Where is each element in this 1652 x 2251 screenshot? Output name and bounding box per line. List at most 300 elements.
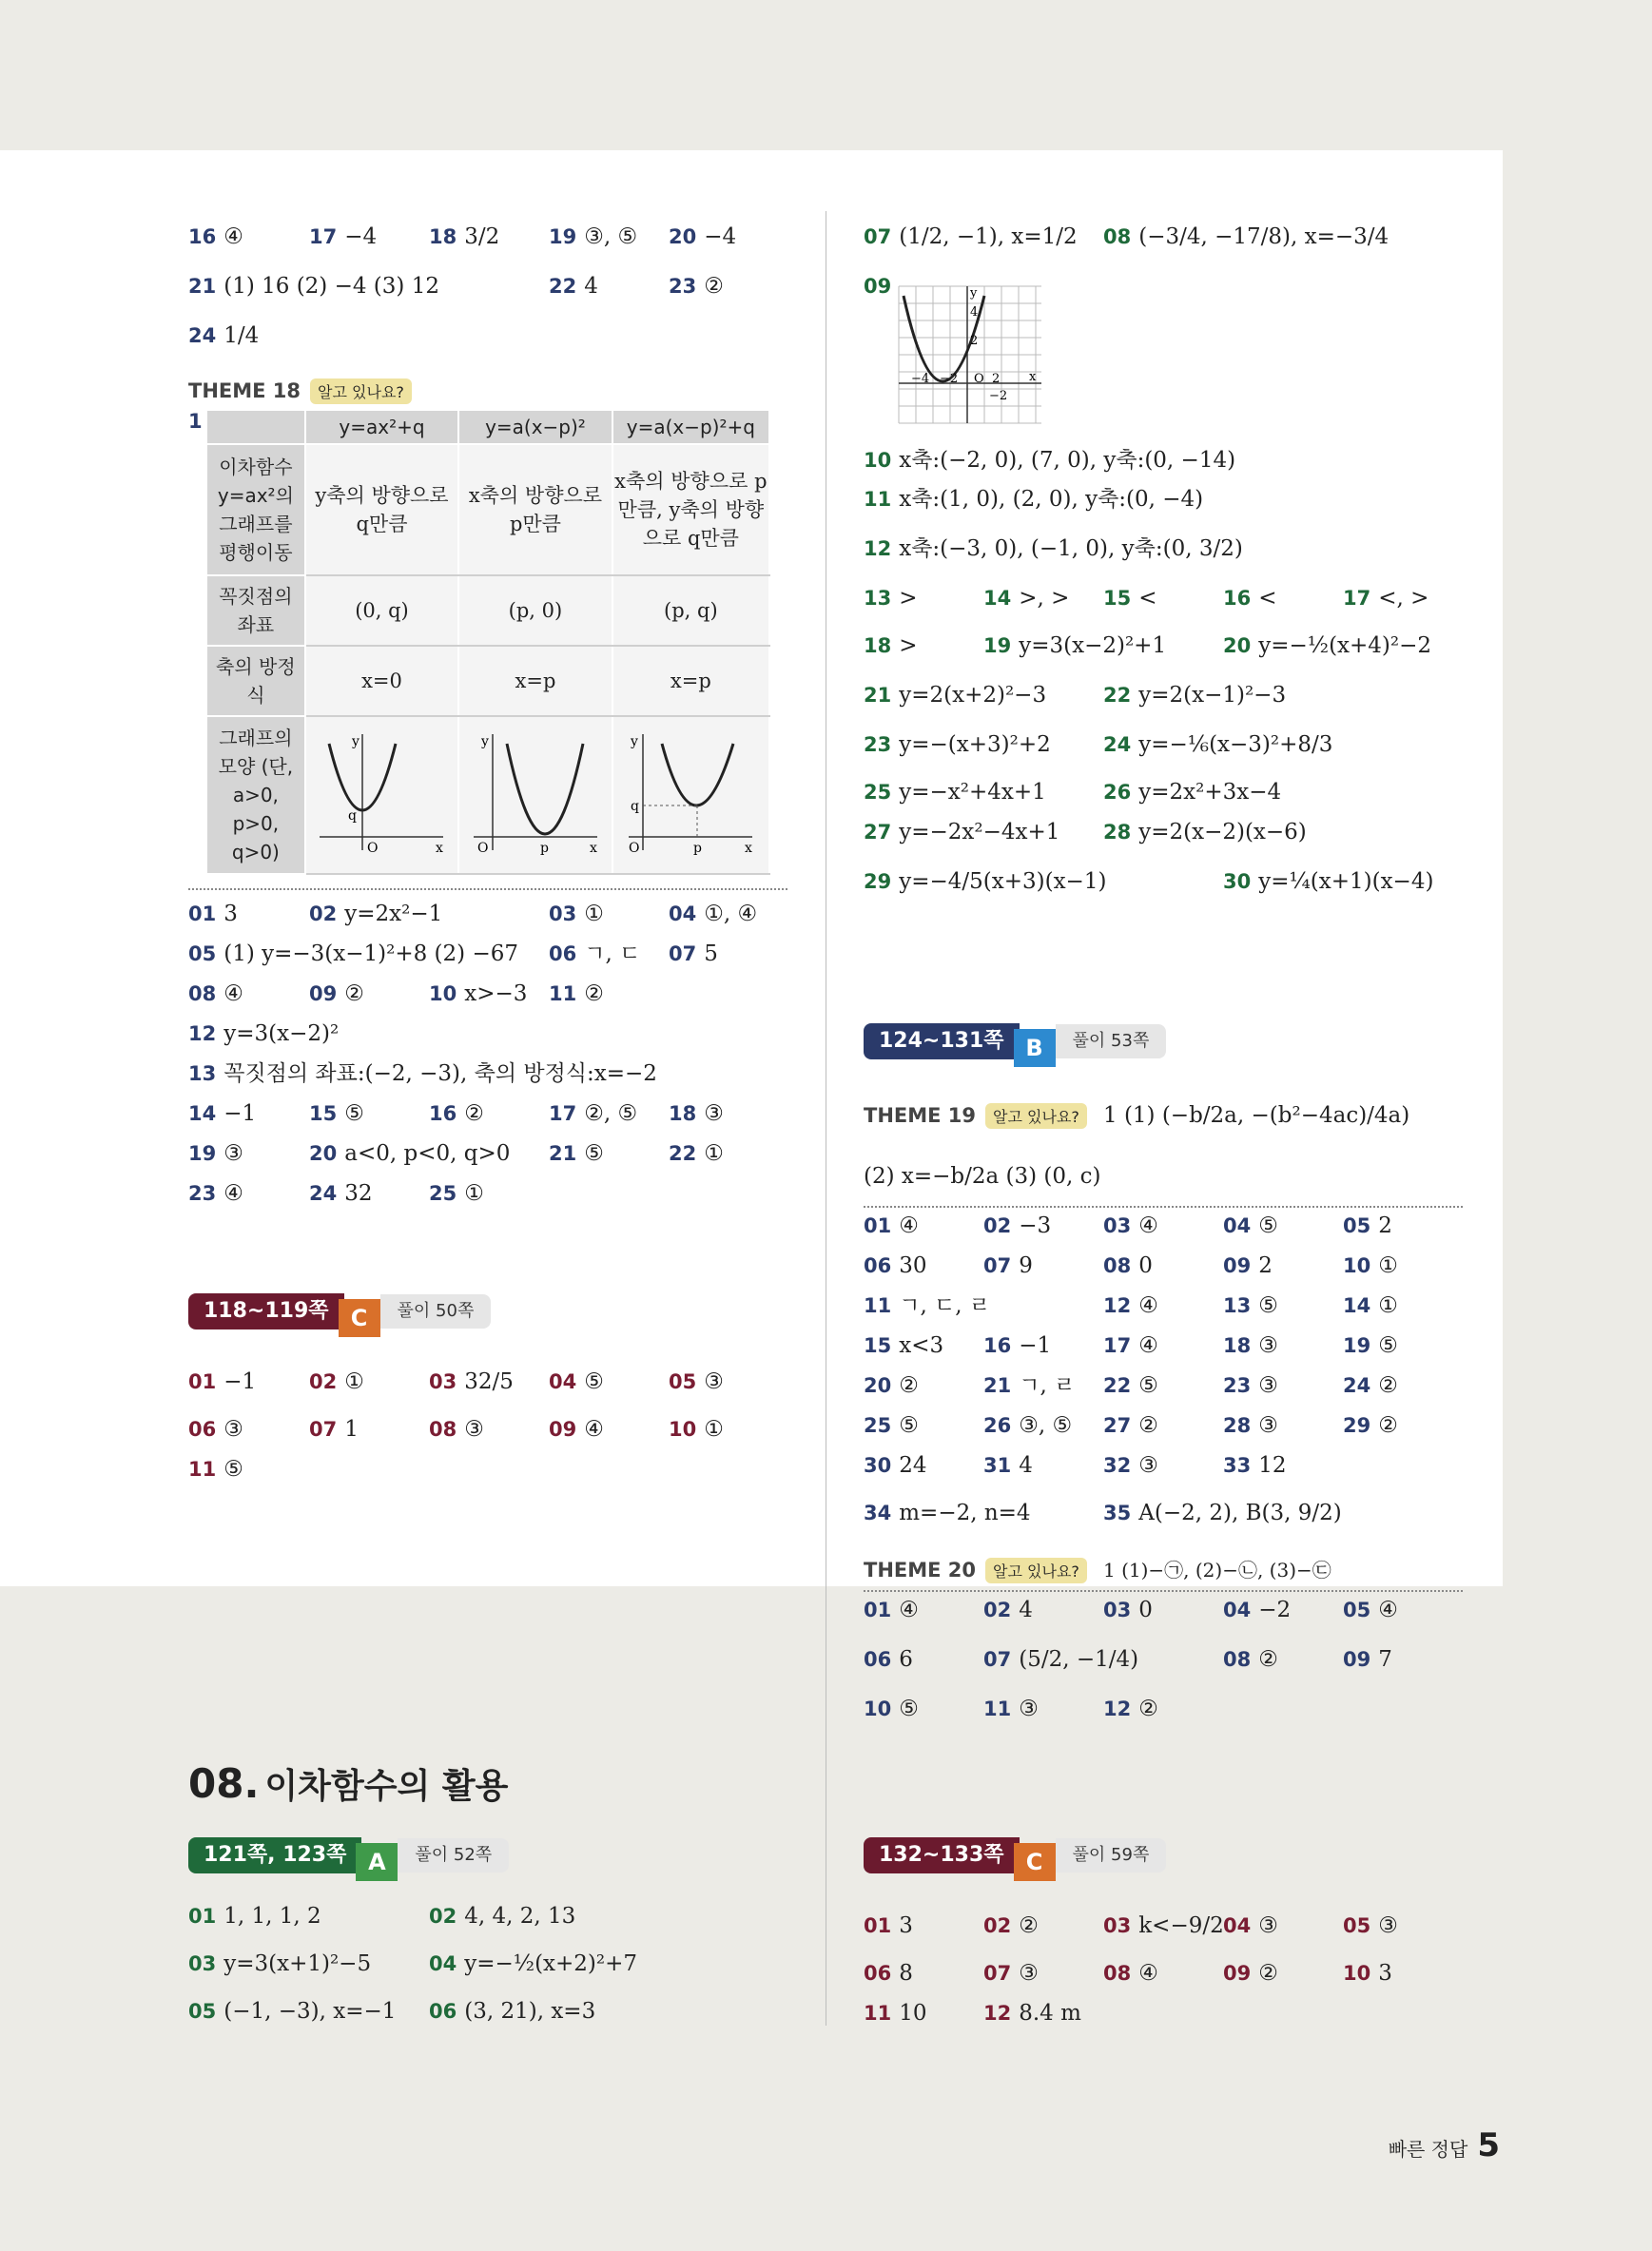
answer-number: 02 (983, 1214, 1012, 1237)
answer-item (1343, 1212, 1392, 1240)
table-cell: x=p (458, 646, 612, 716)
answer-item (188, 1950, 371, 1978)
answer-value: ⑤ (584, 1141, 604, 1166)
answer-number: 03 (429, 1370, 457, 1393)
answer-number: 07 (983, 1648, 1012, 1671)
answer-value: ③ (1258, 1373, 1278, 1398)
answer-number: 15 (1103, 587, 1132, 610)
answer-value: 6 (899, 1647, 913, 1672)
answer-value: 0 (1138, 1598, 1153, 1622)
answer-number: 03 (1103, 1914, 1132, 1937)
answer-item (864, 534, 1243, 563)
answer-item (549, 900, 604, 928)
section-banner-124-131 (864, 1023, 1166, 1059)
answer-number: 24 (1343, 1374, 1371, 1397)
answer-item (309, 900, 442, 928)
answer-value: 2 (1258, 1253, 1273, 1278)
answer-value: > (899, 633, 918, 658)
answer-number: 06 (429, 2000, 457, 2023)
answer-value: x축:(1, 0), (2, 0), y축:(0, −4) (899, 487, 1204, 512)
graph-cell-2 (458, 716, 612, 874)
answer-item (549, 1415, 604, 1444)
answer-number: 11 (864, 2002, 892, 2025)
answer-value: ④ (224, 224, 243, 249)
answer-item (429, 1415, 484, 1444)
answer-item (983, 1371, 1075, 1400)
answer-number: 08 (188, 982, 217, 1005)
answer-item (1223, 1371, 1278, 1400)
answer-item (188, 223, 243, 251)
answer-item (549, 223, 637, 251)
answer-number: 01 (864, 1599, 892, 1621)
answer-number: 30 (864, 1454, 892, 1477)
answer-item (188, 1997, 396, 2026)
answer-item (1103, 1291, 1158, 1320)
banner-page-range: 132~133쪽 (864, 1837, 1020, 1873)
answer-number: 02 (983, 1599, 1012, 1621)
answer-number: 06 (188, 1418, 217, 1441)
section-banner-118-119 (188, 1293, 491, 1329)
table-header: y=a(x−p)² (458, 410, 612, 444)
answer-value: x>−3 (464, 981, 528, 1006)
theme-20-answer: 1 (1)−㉠, (2)−㉡, (3)−㉢ (1103, 1559, 1331, 1582)
parabola-graph-1 (310, 725, 453, 858)
section-banner-132-133 (864, 1837, 1166, 1873)
answer-item (188, 1455, 243, 1484)
answer-number: 04 (1223, 1914, 1252, 1937)
answer-value: ④ (1138, 1961, 1158, 1986)
answer-number: 02 (429, 1905, 457, 1928)
theme-tag: 알고 있나요? (985, 1558, 1087, 1583)
answer-value: −1 (224, 1101, 257, 1126)
answer-value: ①, ④ (704, 902, 758, 926)
answer-number: 14 (188, 1102, 217, 1125)
answer-item (549, 1099, 637, 1128)
answer-number: 08 (1103, 225, 1132, 248)
answer-value: A(−2, 2), B(3, 9/2) (1138, 1501, 1342, 1525)
answer-item (983, 1959, 1039, 1988)
theme-20-heading (864, 1558, 1087, 1583)
answer-value: (1) y=−3(x−1)²+8 (2) −67 (224, 941, 518, 966)
answer-item (864, 778, 1046, 806)
svg-text:x: x (589, 841, 597, 856)
answer-item (983, 584, 1069, 612)
banner-level: C (1014, 1843, 1056, 1881)
answer-value: ③ (1138, 1453, 1158, 1478)
answer-number: 09 (1223, 1962, 1252, 1985)
answer-number: 32 (1103, 1454, 1132, 1477)
answer-number: 23 (669, 275, 697, 298)
answer-item (1343, 1645, 1392, 1674)
answer-value: >, > (1019, 586, 1070, 611)
answer-number: 12 (864, 537, 892, 560)
answer-number: 27 (1103, 1414, 1132, 1437)
answer-item (864, 867, 1106, 896)
svg-text:2: 2 (970, 334, 979, 348)
answer-number: 24 (188, 324, 217, 347)
answer-number: 04 (1223, 1214, 1252, 1237)
answer-value: ⑤ (1138, 1373, 1158, 1398)
answer-number: 17 (309, 225, 338, 248)
answer-value: y=−½(x+2)²+7 (464, 1951, 638, 1976)
answer-value: ② (1258, 1961, 1278, 1986)
answer-number: 10 (1343, 1254, 1371, 1277)
answer-number: 23 (188, 1182, 217, 1205)
answer-value: ⑤ (344, 1101, 364, 1126)
answer-item (549, 980, 604, 1008)
answer-item (1103, 1212, 1158, 1240)
answer-value: ② (1378, 1373, 1398, 1398)
answer-value: y=2(x−1)²−3 (1138, 683, 1287, 708)
answer-item (188, 980, 243, 1008)
table-cell: x축의 방향으로 p만큼, y축의 방향으로 q만큼 (612, 444, 769, 575)
banner-level: A (356, 1843, 398, 1881)
translation-table (205, 409, 770, 875)
answer-item (669, 272, 724, 301)
answer-value: ② (704, 274, 724, 299)
answer-number: 20 (309, 1142, 338, 1165)
answer-value: ⑤ (224, 1457, 243, 1482)
answer-item (1103, 681, 1286, 709)
answer-item (1103, 1499, 1342, 1527)
answer-item (1343, 584, 1428, 612)
answer-item (983, 1212, 1051, 1240)
answer-value: y=−½(x+4)²−2 (1258, 633, 1432, 658)
answer-value: 7 (1378, 1647, 1392, 1672)
answer-number: 05 (188, 942, 217, 965)
svg-text:y: y (352, 734, 360, 749)
banner-page-range: 124~131쪽 (864, 1023, 1020, 1059)
answer-item (864, 681, 1046, 709)
answer-value: y=−(x+3)²+2 (899, 732, 1051, 757)
answer-value: y=3(x+1)²−5 (224, 1951, 372, 1976)
answer-number: 18 (429, 225, 457, 248)
answer-value: ④ (584, 1417, 604, 1442)
answer-item (1343, 1911, 1398, 1940)
answer-item (983, 1331, 1051, 1360)
answer-value: ③, ⑤ (584, 224, 638, 249)
answer-number: 18 (864, 634, 892, 657)
answer-item (864, 1999, 927, 2028)
answer-value: x축:(−3, 0), (−1, 0), y축:(0, 3/2) (899, 536, 1243, 561)
svg-text:y: y (970, 286, 978, 301)
answer-number: 28 (1103, 821, 1132, 844)
answer-value: (1/2, −1), x=1/2 (899, 224, 1078, 249)
answer-number: 17 (1343, 587, 1371, 610)
answer-number: 12 (1103, 1294, 1132, 1317)
answer-item (309, 1368, 364, 1396)
answer-value: 0 (1138, 1253, 1153, 1278)
table-cell: y축의 방향으로 q만큼 (305, 444, 458, 575)
answer-number: 08 (1103, 1254, 1132, 1277)
answer-number: 04 (549, 1370, 577, 1393)
svg-text:O: O (367, 841, 379, 856)
answer-number: 08 (1223, 1648, 1252, 1671)
answer-number: 11 (864, 488, 892, 511)
answer-item (1223, 867, 1433, 896)
parabola-graph-2 (464, 725, 607, 858)
answer-item (1223, 1959, 1278, 1988)
answer-value: ① (1378, 1253, 1398, 1278)
answer-number: 09 (309, 982, 338, 1005)
svg-text:2: 2 (992, 372, 1001, 386)
answer-item (864, 1212, 919, 1240)
answer-number: 21 (188, 275, 217, 298)
svg-text:O: O (629, 841, 640, 856)
graph-cell-3 (612, 716, 769, 874)
answer-item (864, 1596, 919, 1624)
answer-item (864, 1499, 1031, 1527)
svg-text:q: q (348, 808, 358, 824)
answer-item (983, 1999, 1081, 2028)
answer-number: 09 (1223, 1254, 1252, 1277)
answer-value: < (1138, 586, 1157, 611)
answer-number: 03 (1103, 1599, 1132, 1621)
answer-item (1223, 1212, 1278, 1240)
chapter-number: 08. (188, 1760, 260, 1807)
answer-value: y=2x²+3x−4 (1138, 780, 1282, 805)
answer-number: 35 (1103, 1502, 1132, 1524)
answer-item (1103, 584, 1157, 612)
answer-value: ② (1378, 1413, 1398, 1438)
answer-item (864, 1371, 919, 1400)
answer-value: ③ (464, 1417, 484, 1442)
svg-text:x: x (745, 841, 753, 856)
answer-item (429, 980, 527, 1008)
answer-number: 03 (1103, 1214, 1132, 1237)
answer-number: 01 (864, 1214, 892, 1237)
answer-number: 18 (1223, 1334, 1252, 1357)
answer-number: 19 (983, 634, 1012, 657)
answer-number: 01 (188, 902, 217, 925)
answer-number: 24 (309, 1182, 338, 1205)
answer-number: 14 (1343, 1294, 1371, 1317)
answer-number: 08 (1103, 1962, 1132, 1985)
svg-text:x: x (436, 841, 444, 856)
table-header: y=a(x−p)²+q (612, 410, 769, 444)
answer-value: 1 (344, 1417, 359, 1442)
answer-value: ④ (1138, 1293, 1158, 1318)
answer-number: 01 (188, 1905, 217, 1928)
answer-value: ④ (899, 1598, 919, 1622)
answer-item (1103, 1451, 1158, 1480)
answer-value: ① (344, 1369, 364, 1394)
answer-item (429, 1950, 637, 1978)
answer-number: 23 (1223, 1374, 1252, 1397)
answer-item (864, 1451, 927, 1480)
answer-value: 12 (1258, 1453, 1287, 1478)
answer-value: y=−⅙(x−3)²+8/3 (1138, 732, 1333, 757)
answer-value: 3/2 (464, 224, 500, 249)
answer-value: ③ (224, 1417, 243, 1442)
answer-item (1343, 1596, 1398, 1624)
answer-number: 33 (1223, 1454, 1252, 1477)
answer-value: y=−x²+4x+1 (899, 780, 1046, 805)
answer-value: 3 (1378, 1961, 1392, 1986)
answer-item (188, 1019, 339, 1048)
answer-number: 22 (1103, 1374, 1132, 1397)
answer-item (188, 272, 439, 301)
answer-item (309, 1179, 373, 1208)
answer-number: 02 (309, 902, 338, 925)
answer-value: −4 (344, 224, 378, 249)
answer-value: ④ (1138, 1333, 1158, 1358)
answer-item (1223, 584, 1277, 612)
answer-item (309, 223, 377, 251)
answer-number: 09 (864, 275, 892, 298)
answer-item (188, 1902, 321, 1931)
answer-value: x축:(−2, 0), (7, 0), y축:(0, −14) (899, 448, 1236, 473)
svg-text:−2: −2 (940, 372, 959, 386)
answer-value: y=2(x−2)(x−6) (1138, 820, 1307, 844)
svg-text:x: x (1029, 370, 1037, 384)
answer-value: 1/4 (224, 323, 260, 348)
answer-number: 22 (1103, 684, 1132, 707)
answer-number: 25 (429, 1182, 457, 1205)
theme-label: THEME 18 (188, 379, 301, 402)
answer-value: ① (704, 1417, 724, 1442)
table-row-label: 축의 방정식 (206, 646, 305, 716)
answer-item (983, 1645, 1138, 1674)
answer-item (429, 1997, 595, 2026)
answer-number: 11 (864, 1294, 892, 1317)
answer-value: m=−2, n=4 (899, 1501, 1031, 1525)
answer-item (669, 1139, 724, 1168)
answer-number: 19 (188, 1142, 217, 1165)
answer-value: ② (1138, 1697, 1158, 1721)
answer-value: ③ (224, 1141, 243, 1166)
answer-item (309, 1099, 364, 1128)
answer-value: x<3 (899, 1333, 944, 1358)
answer-item (864, 1695, 919, 1723)
answer-value: ⑤ (1258, 1213, 1278, 1238)
answer-value: ④ (1138, 1213, 1158, 1238)
answer-number: 20 (669, 225, 697, 248)
answer-item (1103, 1959, 1158, 1988)
answer-number: 19 (549, 225, 577, 248)
answer-item (1223, 1291, 1278, 1320)
banner-level: C (339, 1299, 380, 1337)
svg-text:p: p (693, 841, 703, 856)
theme-18-heading (188, 378, 412, 404)
answer-value: ② (344, 981, 364, 1006)
banner-page-range: 121쪽, 123쪽 (188, 1837, 361, 1873)
theme-19-answer: 1 (1) (−b/2a, −(b²−4ac)/4a) (1103, 1103, 1410, 1128)
answer-item (983, 1596, 1033, 1624)
answer-value: ① (704, 1141, 724, 1166)
answer-value: y=−2x²−4x+1 (899, 820, 1060, 844)
answer-item (1223, 1331, 1278, 1360)
answer-item (1223, 1411, 1278, 1440)
answer-number: 02 (309, 1370, 338, 1393)
table-cell: x축의 방향으로 p만큼 (458, 444, 612, 575)
answer-item (549, 1368, 604, 1396)
answer-number: 02 (983, 1914, 1012, 1937)
answer-item (1103, 1252, 1153, 1280)
answer-item (864, 584, 918, 612)
answer-number: 29 (1343, 1414, 1371, 1437)
answer-item (669, 900, 757, 928)
answer-item (1223, 631, 1431, 660)
banner-solution-page: 풀이 53쪽 (1056, 1024, 1167, 1058)
banner-solution-page: 풀이 50쪽 (380, 1294, 492, 1329)
answer-number: 11 (983, 1698, 1012, 1720)
answer-value: ③ (704, 1369, 724, 1394)
answer-value: ① (464, 1181, 484, 1206)
answer-value: ② (899, 1373, 919, 1398)
answer-number: 15 (864, 1334, 892, 1357)
section-banner-121-123 (188, 1837, 509, 1873)
answer-number: 06 (864, 1648, 892, 1671)
answer-item (1343, 1371, 1398, 1400)
answer-value: y=¼(x+1)(x−4) (1258, 869, 1434, 894)
answer-value: ㄱ, ㄷ (584, 941, 641, 966)
answer-number: 05 (188, 2000, 217, 2023)
answer-item (1343, 1411, 1398, 1440)
answer-number: 20 (864, 1374, 892, 1397)
footer-label: 빠른 정답 (1388, 2138, 1468, 2161)
answer-item (864, 730, 1051, 759)
svg-text:q: q (631, 799, 640, 814)
answer-value: y=3(x−2)² (224, 1021, 340, 1046)
answer-number: 07 (983, 1962, 1012, 1985)
section-separator (864, 1206, 1463, 1208)
table-cell: (0, q) (305, 575, 458, 646)
answer-item (188, 321, 259, 350)
answer-number: 28 (1223, 1414, 1252, 1437)
answer-item (549, 940, 640, 968)
answer-number: 12 (983, 2002, 1012, 2025)
svg-text:−2: −2 (989, 389, 1008, 403)
table-row-label: 꼭짓점의 좌표 (206, 575, 305, 646)
answer-item (864, 631, 918, 660)
answer-item (188, 1099, 256, 1128)
answer-item (1103, 223, 1389, 251)
svg-text:y: y (480, 734, 489, 749)
answer-value: ②, ⑤ (584, 1101, 638, 1126)
answer-value: ① (584, 902, 604, 926)
answer-item (188, 1415, 243, 1444)
answer-item (864, 1331, 943, 1360)
answer-number: 11 (549, 982, 577, 1005)
answer-item (188, 1368, 256, 1396)
svg-text:−4: −4 (911, 372, 930, 386)
answer-number: 29 (864, 870, 892, 893)
answer-item (864, 223, 1078, 251)
chapter-title: 이차함수의 활용 (264, 1767, 509, 1806)
answer-number: 19 (1343, 1334, 1371, 1357)
answer-number: 22 (549, 275, 577, 298)
answer-value: ③ (704, 1101, 724, 1126)
answer-value: ⑤ (1378, 1333, 1398, 1358)
answer-value: ① (1378, 1293, 1398, 1318)
answer-number: 16 (983, 1334, 1012, 1357)
answer-value: (−1, −3), x=−1 (224, 1999, 397, 2024)
answer-value: > (899, 586, 918, 611)
answer-value: k<−9/2 (1138, 1913, 1224, 1938)
answer-number: 05 (669, 1370, 697, 1393)
answer-item (429, 1368, 514, 1396)
answer-value: ⑤ (899, 1697, 919, 1721)
table-cell: x=p (612, 646, 769, 716)
answer-item (864, 1252, 927, 1280)
answer-item (1103, 818, 1307, 846)
answer-item (1343, 1331, 1398, 1360)
answer-value: y=3(x−2)²+1 (1019, 633, 1167, 658)
answer-value: y=2(x+2)²−3 (899, 683, 1047, 708)
answer-number: 26 (1103, 781, 1132, 804)
theme-tag: 알고 있나요? (985, 1103, 1087, 1129)
